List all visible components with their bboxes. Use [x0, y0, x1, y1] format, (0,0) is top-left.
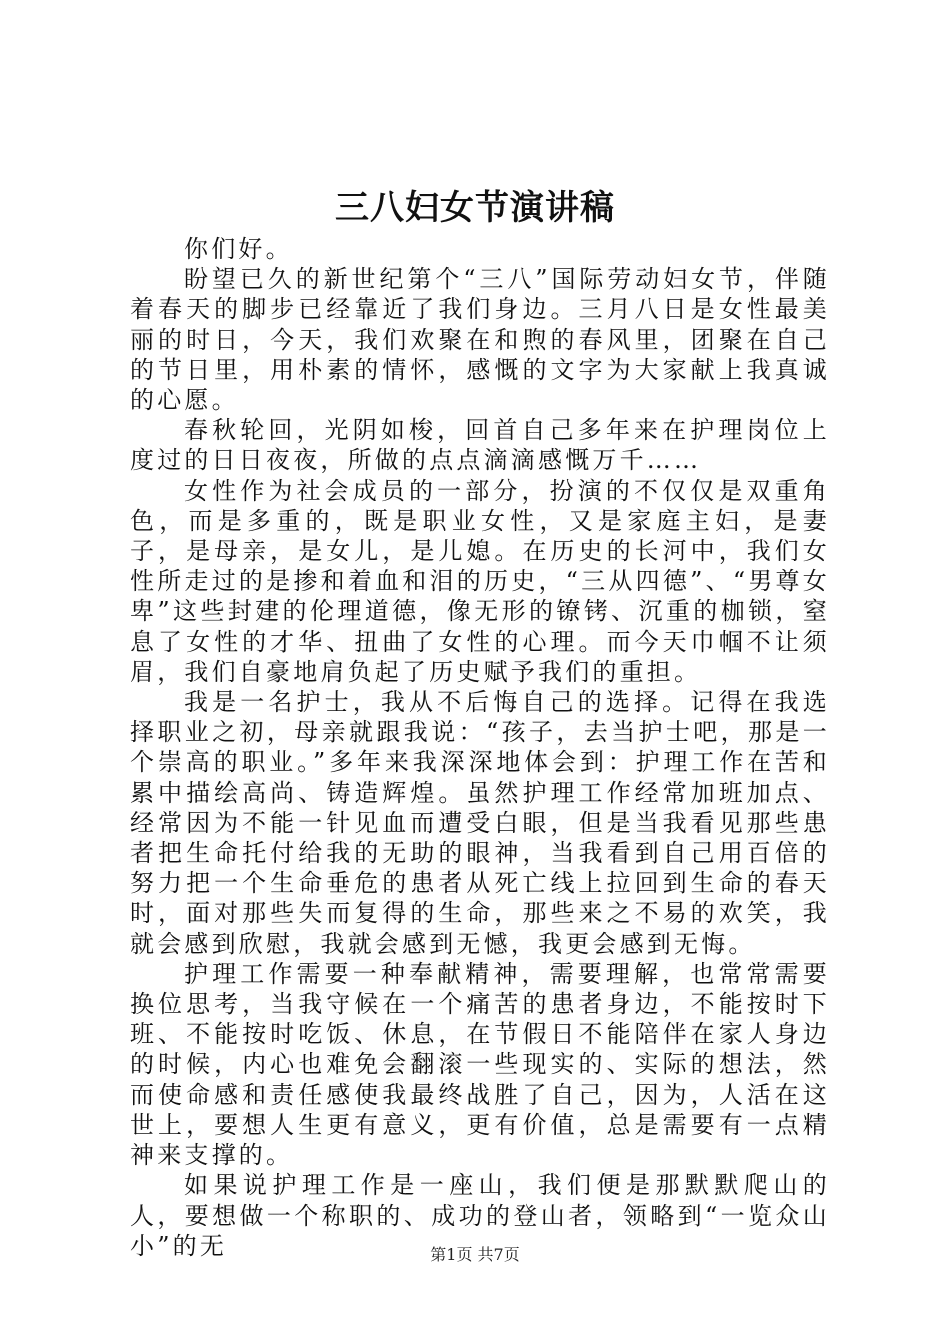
body-paragraph: 春秋轮回，光阴如梭，回首自己多年来在护理岗位上度过的日日夜夜，所做的点点滴滴感慨万千……	[130, 416, 830, 475]
body-paragraph: 我是一名护士，我从不后悔自己的选择。记得在我选择职业之初，母亲就跟我说：“孩子，去当护士吧，那是一个崇高的职业。”多年来我深深地体会到：护理工作在苦和累中描绘高尚、铸造辉煌。虽然护理工作经常加班加点、经常因为不能一针见血而遭受白眼，但是当我看见那些患者把生命托付给我的无助的眼神，当我看到自己用百倍的努力把一个生命垂危的患者从死亡线上拉回到生命的春天时，面对那些失而复得的生命，那些来之不易的欢笑，我就会感到欣慰，我就会感到无憾，我更会感到无悔。	[130, 688, 830, 958]
body-paragraph: 护理工作需要一种奉献精神，需要理解，也常常需要换位思考，当我守候在一个痛苦的患者身边，不能按时下班、不能按时吃饭、休息，在节假日不能陪伴在家人身边的时候，内心也难免会翻滚一些现实的、实际的想法，然而使命感和责任感使我最终战胜了自己，因为，人活在这世上，要想人生更有意义，更有价值，总是需要有一点精神来支撑的。	[130, 959, 830, 1170]
page-number-footer: 第1页 共7页	[430, 1245, 520, 1264]
body-paragraph: 如果说护理工作是一座山，我们便是那默默爬山的人，要想做一个称职的、成功的登山者，领略到“一览众山小”的无	[130, 1171, 830, 1260]
document-body	[130, 234, 830, 1261]
body-paragraph: 女性作为社会成员的一部分，扮演的不仅仅是双重角色，而是多重的，既是职业女性，又是家庭主妇，是妻子，是母亲，是女儿，是儿媳。在历史的长河中，我们女性所走过的是掺和着血和泪的历史，“三从四德”、“男尊女卑”这些封建的伦理道德，像无形的镣铐、沉重的枷锁，窒息了女性的才华、扭曲了女性的心理。而今天巾帼不让须眉，我们自豪地肩负起了历史赋予我们的重担。	[130, 476, 830, 686]
document-title: 三八妇女节演讲稿	[335, 188, 615, 228]
greeting-paragraph: 你们好。	[184, 235, 293, 263]
body-paragraph: 盼望已久的新世纪第个“三八”国际劳动妇女节，伴随着春天的脚步已经靠近了我们身边。三月八日是女性最美丽的时日，今天，我们欢聚在和煦的春风里，团聚在自己的节日里，用朴素的情怀，感慨的文字为大家献上我真诚的心愿。	[130, 265, 830, 415]
